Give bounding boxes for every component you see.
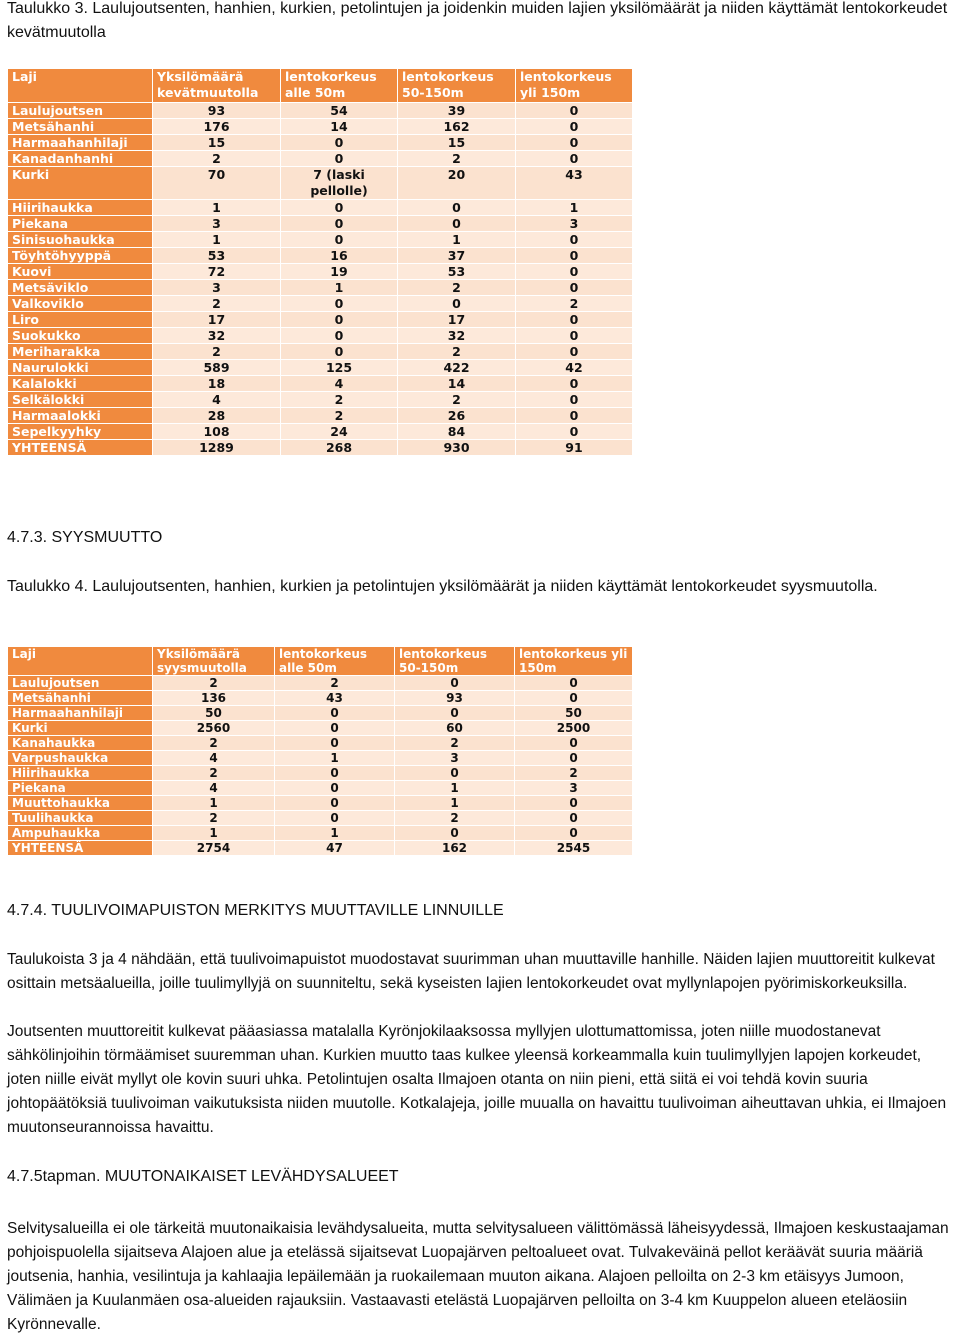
- species-cell: Kanahaukka: [8, 736, 153, 751]
- value-cell: 0: [515, 796, 633, 811]
- value-cell: 0: [516, 151, 633, 167]
- value-cell: 0: [395, 826, 515, 841]
- column-header: Yksilömäärä syysmuutolla: [153, 647, 275, 676]
- table-row: [8, 312, 633, 328]
- value-cell: 0: [395, 766, 515, 781]
- value-cell: 32: [398, 328, 516, 344]
- value-cell: 422: [398, 360, 516, 376]
- value-cell: 0: [275, 766, 395, 781]
- value-cell: 4: [153, 781, 275, 796]
- value-cell: 0: [516, 119, 633, 135]
- table-row: [8, 151, 633, 167]
- table-row: [8, 826, 633, 841]
- value-cell: 589: [153, 360, 281, 376]
- value-cell: 0: [275, 706, 395, 721]
- species-cell: Laulujoutsen: [8, 103, 153, 119]
- paragraph-wind-park-2: Joutsenten muuttoreitit kulkevat pääasiassa matalalla Kyrönjokilaaksossa myllyjen ulottumattomissa, joten niille muodostanevat sähkölinjoihin törmäämiset suuremman uhan. Kurkien muutto taas kulkee yleensä korkeammalla kuin tuulimyllyjen lapojen korkeudet, joten niille eivät myllyt ole kovin suuri uhka. Petolintujen osalta Ilmajoen otanta on niin pieni, että siitä ei voi tehdä kovin suuria johtopäätöksiä tuulivoiman vaikutuksista niiden muutolle. Kotkalajeja, joille muualla on havaittu tuulivoiman aiheuttavan uhkia, ei Ilmajoen muutonseurannoissa havaittu.: [7, 1023, 947, 1136]
- table-row: [8, 676, 633, 691]
- value-cell: 2: [153, 344, 281, 360]
- value-cell: 0: [281, 328, 398, 344]
- value-cell: 0: [281, 135, 398, 151]
- table-row: [8, 424, 633, 440]
- value-cell: 50: [153, 706, 275, 721]
- value-cell: 17: [398, 312, 516, 328]
- column-header: Laji: [8, 69, 153, 103]
- table-row: [8, 811, 633, 826]
- value-cell: 93: [153, 103, 281, 119]
- value-cell: 0: [281, 312, 398, 328]
- value-cell: 1: [516, 200, 633, 216]
- table-row: [8, 216, 633, 232]
- table-row: [8, 119, 633, 135]
- value-cell: 4: [153, 392, 281, 408]
- value-cell: 0: [516, 392, 633, 408]
- value-cell: 0: [398, 296, 516, 312]
- species-cell: Sepelkyyhky: [8, 424, 153, 440]
- value-cell: 2500: [515, 721, 633, 736]
- table-row: [8, 280, 633, 296]
- value-cell: 0: [515, 811, 633, 826]
- autumn-migration-table: [7, 646, 633, 856]
- species-cell: Metsähanhi: [8, 691, 153, 706]
- value-cell: 1: [275, 751, 395, 766]
- species-cell: Laulujoutsen: [8, 676, 153, 691]
- value-cell: 0: [281, 200, 398, 216]
- table-row: [8, 135, 633, 151]
- species-cell: Ampuhaukka: [8, 826, 153, 841]
- value-cell: 0: [281, 151, 398, 167]
- table-row: [8, 721, 633, 736]
- species-cell: Meriharakka: [8, 344, 153, 360]
- value-cell: 0: [516, 232, 633, 248]
- value-cell: 18: [153, 376, 281, 392]
- value-cell: 24: [281, 424, 398, 440]
- species-cell: Hiirihaukka: [8, 766, 153, 781]
- species-cell: Liro: [8, 312, 153, 328]
- table-row: [8, 328, 633, 344]
- value-cell: 2: [153, 676, 275, 691]
- species-cell: Harmaalokki: [8, 408, 153, 424]
- value-cell: 0: [398, 200, 516, 216]
- species-cell: Selkälokki: [8, 392, 153, 408]
- species-cell: Sinisuohaukka: [8, 232, 153, 248]
- value-cell: 0: [281, 232, 398, 248]
- table-total-row: [8, 841, 633, 856]
- value-cell: 1: [395, 781, 515, 796]
- value-cell: 43: [516, 167, 633, 200]
- value-cell: 930: [398, 440, 516, 456]
- value-cell: 0: [516, 424, 633, 440]
- value-cell: 32: [153, 328, 281, 344]
- species-cell: YHTEENSÄ: [8, 841, 153, 856]
- value-cell: 125: [281, 360, 398, 376]
- value-cell: 2754: [153, 841, 275, 856]
- value-cell: 0: [516, 328, 633, 344]
- species-cell: Kalalokki: [8, 376, 153, 392]
- species-cell: Harmaahanhilaji: [8, 706, 153, 721]
- table-row: [8, 781, 633, 796]
- value-cell: 0: [515, 826, 633, 841]
- column-header: Yksilömäärä kevätmuutolla: [153, 69, 281, 103]
- species-cell: Tuulihaukka: [8, 811, 153, 826]
- species-cell: Kurki: [8, 721, 153, 736]
- species-cell: Harmaahanhilaji: [8, 135, 153, 151]
- value-cell: 2: [515, 766, 633, 781]
- value-cell: 0: [516, 280, 633, 296]
- value-cell: 108: [153, 424, 281, 440]
- value-cell: 0: [516, 344, 633, 360]
- value-cell: 26: [398, 408, 516, 424]
- value-cell: 54: [281, 103, 398, 119]
- value-cell: 37: [398, 248, 516, 264]
- value-cell: 84: [398, 424, 516, 440]
- value-cell: 2: [153, 151, 281, 167]
- species-cell: Suokukko: [8, 328, 153, 344]
- value-cell: 19: [281, 264, 398, 280]
- value-cell: 2: [398, 151, 516, 167]
- value-cell: 2: [281, 392, 398, 408]
- table-row: [8, 248, 633, 264]
- value-cell: 0: [275, 796, 395, 811]
- value-cell: 268: [281, 440, 398, 456]
- spring-migration-table: [7, 68, 633, 456]
- value-cell: 176: [153, 119, 281, 135]
- value-cell: 0: [515, 691, 633, 706]
- species-cell: Piekana: [8, 216, 153, 232]
- table-row: [8, 232, 633, 248]
- value-cell: 2: [153, 811, 275, 826]
- value-cell: 0: [275, 721, 395, 736]
- value-cell: 2: [398, 344, 516, 360]
- value-cell: 3: [395, 751, 515, 766]
- value-cell: 0: [515, 751, 633, 766]
- value-cell: 17: [153, 312, 281, 328]
- table-total-row: [8, 440, 633, 456]
- value-cell: 15: [153, 135, 281, 151]
- table-row: [8, 264, 633, 280]
- value-cell: 91: [516, 440, 633, 456]
- table-row: [8, 751, 633, 766]
- column-header: lentokorkeus yli 150m: [516, 69, 633, 103]
- value-cell: 14: [281, 119, 398, 135]
- species-cell: Varpushaukka: [8, 751, 153, 766]
- value-cell: 1289: [153, 440, 281, 456]
- value-cell: 0: [275, 811, 395, 826]
- table-row: [8, 408, 633, 424]
- value-cell: 20: [398, 167, 516, 200]
- table4-caption: Taulukko 4. Laulujoutsenten, hanhien, kurkien ja petolintujen yksilömäärät ja niiden käyttämät lentokorkeudet syysmuutolla.: [7, 578, 878, 595]
- species-cell: Naurulokki: [8, 360, 153, 376]
- species-cell: Töyhtöhyyppä: [8, 248, 153, 264]
- column-header: lentokorkeus alle 50m: [281, 69, 398, 103]
- value-cell: 0: [275, 781, 395, 796]
- table-row: [8, 103, 633, 119]
- value-cell: 0: [515, 676, 633, 691]
- table-row: [8, 766, 633, 781]
- value-cell: 3: [153, 216, 281, 232]
- value-cell: 93: [395, 691, 515, 706]
- value-cell: 0: [281, 344, 398, 360]
- value-cell: 1: [153, 796, 275, 811]
- value-cell: 0: [516, 376, 633, 392]
- species-cell: Piekana: [8, 781, 153, 796]
- table-row: [8, 296, 633, 312]
- value-cell: 2560: [153, 721, 275, 736]
- species-cell: Valkoviklo: [8, 296, 153, 312]
- column-header: lentokorkeus yli 150m: [515, 647, 633, 676]
- column-header: lentokorkeus 50-150m: [398, 69, 516, 103]
- table-row: [8, 796, 633, 811]
- value-cell: 47: [275, 841, 395, 856]
- value-cell: 70: [153, 167, 281, 200]
- value-cell: 0: [281, 296, 398, 312]
- species-cell: Kurki: [8, 167, 153, 200]
- value-cell: 2: [153, 736, 275, 751]
- value-cell: 3: [516, 216, 633, 232]
- species-cell: Muuttohaukka: [8, 796, 153, 811]
- value-cell: 15: [398, 135, 516, 151]
- value-cell: 2: [153, 296, 281, 312]
- value-cell: 0: [516, 312, 633, 328]
- table-row: [8, 360, 633, 376]
- section-heading-wind-park-significance: 4.7.4. TUULIVOIMAPUISTON MERKITYS MUUTTAVILLE LINNUILLE: [7, 902, 504, 919]
- value-cell: 43: [275, 691, 395, 706]
- value-cell: 0: [516, 264, 633, 280]
- value-cell: 2: [395, 736, 515, 751]
- value-cell: 0: [281, 216, 398, 232]
- value-cell: 2: [398, 280, 516, 296]
- species-cell: Kuovi: [8, 264, 153, 280]
- value-cell: 162: [395, 841, 515, 856]
- value-cell: 16: [281, 248, 398, 264]
- section-heading-autumn-migration: 4.7.3. SYYSMUUTTO: [7, 529, 163, 546]
- table-header-row: [8, 69, 633, 103]
- value-cell: 50: [515, 706, 633, 721]
- species-cell: Hiirihaukka: [8, 200, 153, 216]
- value-cell: 60: [395, 721, 515, 736]
- value-cell: 0: [395, 676, 515, 691]
- value-cell: 1: [398, 232, 516, 248]
- value-cell: 3: [515, 781, 633, 796]
- value-cell: 39: [398, 103, 516, 119]
- column-header: Laji: [8, 647, 153, 676]
- value-cell: 42: [516, 360, 633, 376]
- value-cell: 136: [153, 691, 275, 706]
- species-cell: Kanadanhanhi: [8, 151, 153, 167]
- value-cell: 53: [153, 248, 281, 264]
- value-cell: 0: [275, 736, 395, 751]
- value-cell: 72: [153, 264, 281, 280]
- value-cell: 162: [398, 119, 516, 135]
- value-cell: 2: [275, 676, 395, 691]
- column-header: lentokorkeus alle 50m: [275, 647, 395, 676]
- table-row: [8, 691, 633, 706]
- value-cell: 1: [275, 826, 395, 841]
- value-cell: 2: [153, 766, 275, 781]
- table3-caption: Taulukko 3. Laulujoutsenten, hanhien, kurkien, petolintujen ja joidenkin muiden lajien yksilömäärät ja niiden käyttämät lentokorkeudet kevätmuutolla: [7, 0, 948, 41]
- value-cell: 2545: [515, 841, 633, 856]
- value-cell: 0: [515, 736, 633, 751]
- value-cell: 4: [281, 376, 398, 392]
- value-cell: 0: [516, 103, 633, 119]
- value-cell: 28: [153, 408, 281, 424]
- value-cell: 2: [516, 296, 633, 312]
- table-header-row: [8, 647, 633, 676]
- value-cell: 0: [516, 408, 633, 424]
- value-cell: 0: [395, 706, 515, 721]
- species-cell: Metsähanhi: [8, 119, 153, 135]
- table-row: [8, 706, 633, 721]
- value-cell: 7 (laski pellolle): [281, 167, 398, 200]
- value-cell: 2: [395, 811, 515, 826]
- paragraph-wind-park-1: Taulukoista 3 ja 4 nähdään, että tuulivoimapuistot muodostavat suurimman uhan muuttaville hanhille. Näiden lajien muuttoreitit kulkevat osittain metsäalueilla, joille tuulimyllyjä on suunniteltu, sekä kyseisten lajien lentokorkeudet ovat myllynlapojen pyörimiskorkeuksilla.: [7, 951, 935, 992]
- table-row: [8, 200, 633, 216]
- paragraph-resting-areas: Selvitysalueilla ei ole tärkeitä muutonaikaisia levähdysalueita, mutta selvitysalueen välittömässä läheisyydessä, Ilmajoen keskustaajaman pohjoispuolella sijaitseva Alajoen alue ja etelässä sijaitsevat Luopajärven peltoalueet ovat. Tulvakeväinä pellot keräävät suuria määriä joutsenia, hanhia, vesilintuja ja kahlaajia lepäilemään ja ruokailemaan muuton aikana. Alajoen pelloilta on 2-3 km etäisyys Jumoon, Välimäen ja Kuulanmäen osa-alueiden rajauksiin. Vastaavasti etelästä Luopajärven pelloilta on 3-4 km Kuuppelon alueen eteläosiin Kyrönnevalle.: [7, 1220, 949, 1333]
- value-cell: 0: [398, 216, 516, 232]
- value-cell: 53: [398, 264, 516, 280]
- value-cell: 1: [153, 826, 275, 841]
- value-cell: 2: [398, 392, 516, 408]
- value-cell: 1: [153, 200, 281, 216]
- table-row: [8, 392, 633, 408]
- column-header: lentokorkeus 50-150m: [395, 647, 515, 676]
- table-row: [8, 167, 633, 200]
- table-row: [8, 344, 633, 360]
- value-cell: 2: [281, 408, 398, 424]
- section-heading-resting-areas: 4.7.5tapman. MUUTONAIKAISET LEVÄHDYSALUEET: [7, 1168, 399, 1185]
- table-row: [8, 376, 633, 392]
- value-cell: 1: [395, 796, 515, 811]
- value-cell: 1: [281, 280, 398, 296]
- species-cell: YHTEENSÄ: [8, 440, 153, 456]
- value-cell: 0: [516, 248, 633, 264]
- value-cell: 1: [153, 232, 281, 248]
- value-cell: 4: [153, 751, 275, 766]
- value-cell: 14: [398, 376, 516, 392]
- value-cell: 0: [516, 135, 633, 151]
- value-cell: 3: [153, 280, 281, 296]
- table-row: [8, 736, 633, 751]
- species-cell: Metsäviklo: [8, 280, 153, 296]
